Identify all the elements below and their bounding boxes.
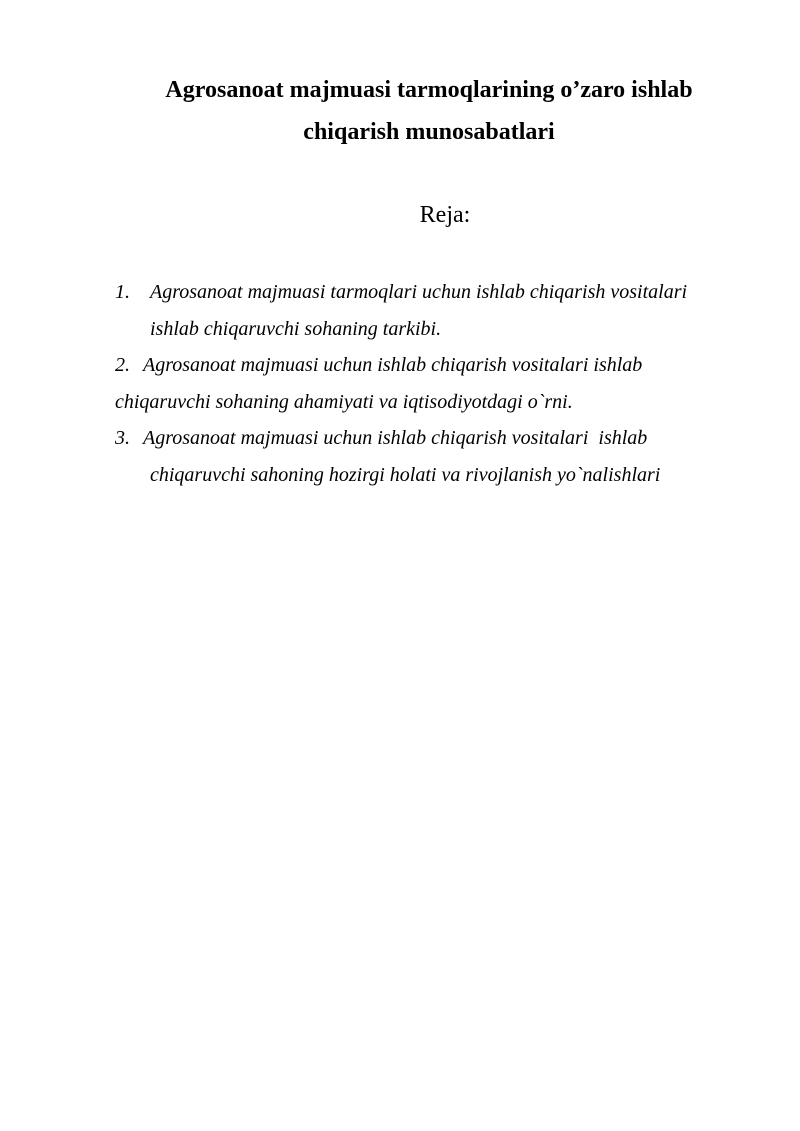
plan-item-2-number: 2. [115, 354, 130, 376]
document-title-line-1: Agrosanoat majmuasi tarmoqlarining o’zaro ishlab [165, 77, 693, 103]
plan-item-3-line-2: chiqaruvchi sahoning hozirgi holati va rivojlanish yo`nalishlari [150, 464, 661, 486]
plan-item-3-number: 3. [115, 427, 130, 449]
plan-item-1-line-2: ishlab chiqaruvchi sohaning tarkibi. [150, 318, 442, 340]
plan-item-1-number: 1. [115, 281, 130, 303]
plan-item-1-line-1: Agrosanoat majmuasi tarmoqlari uchun ishlab chiqarish vositalari [150, 281, 688, 303]
plan-item-2-line-1: Agrosanoat majmuasi uchun ishlab chiqarish vositalari ishlab [143, 354, 643, 376]
plan-item-3-line-1: Agrosanoat majmuasi uchun ishlab chiqarish vositalari ishlab [143, 427, 648, 449]
document-title-line-2: chiqarish munosabatlari [303, 119, 555, 145]
plan-item-2-line-2: chiqaruvchi sohaning ahamiyati va iqtisodiyotdagi o`rni. [115, 391, 573, 413]
plan-heading: Reja: [419, 202, 471, 228]
